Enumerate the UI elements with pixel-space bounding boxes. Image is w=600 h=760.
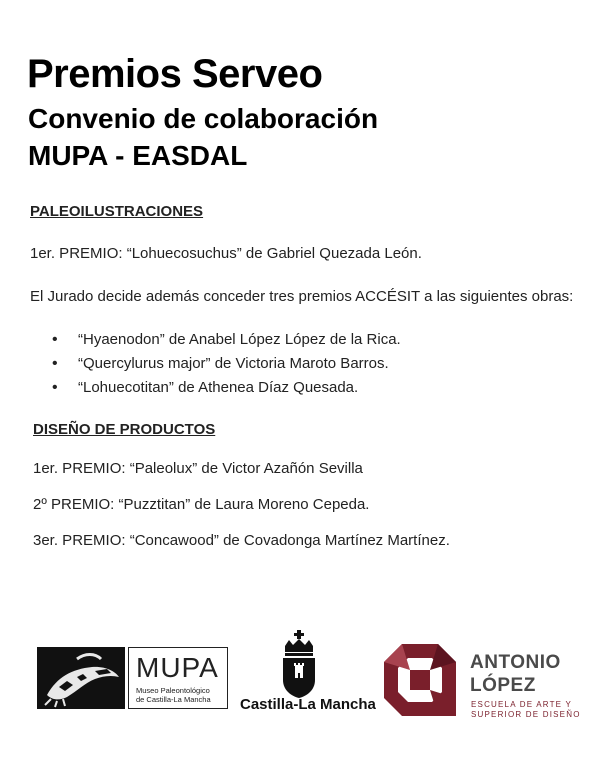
antonio-lopez-name-line1: ANTONIO <box>470 652 561 673</box>
antonio-lopez-subtitle-line1: ESCUELA DE ARTE Y <box>471 700 573 709</box>
section-heading-paleoillustrations: PALEOILUSTRACIONES <box>30 203 204 220</box>
accesit-item: • “Hyaenodon” de Anabel López López de la Rica. <box>60 330 401 354</box>
product-third-prize: 3er. PREMIO: “Concawood” de Covadonga Martínez Martínez. <box>33 532 450 549</box>
antonio-lopez-name-line2: LÓPEZ <box>470 675 536 696</box>
fossil-logo-icon <box>37 647 125 709</box>
jury-note: El Jurado decide además conceder tres premios ACCÉSIT a las siguientes obras: <box>30 288 574 305</box>
mupa-logo <box>128 647 228 709</box>
product-first-prize: 1er. PREMIO: “Paleolux” de Victor Azañón Sevilla <box>33 460 363 477</box>
mupa-subtitle <box>136 686 226 704</box>
accesit-list <box>60 330 401 402</box>
section-heading-product-design: DISEÑO DE PRODUCTOS <box>33 421 216 438</box>
castilla-la-mancha-wordmark: Castilla-La Mancha <box>240 696 376 713</box>
logo-bar <box>0 620 600 730</box>
product-second-prize: 2º PREMIO: “Puzztitan” de Laura Moreno Cepeda. <box>33 496 370 513</box>
antonio-lopez-subtitle-line2: SUPERIOR DE DISEÑO <box>471 710 581 719</box>
accesit-item: • “Quercylurus major” de Victoria Maroto Barros. <box>60 354 401 378</box>
mupa-subtitle-line2: de Castilla-La Mancha <box>136 695 211 704</box>
paleo-first-prize: 1er. PREMIO: “Lohuecosuchus” de Gabriel Quezada León. <box>30 245 422 262</box>
subtitle-institutions: MUPA - EASDAL <box>28 140 248 171</box>
subtitle-agreement: Convenio de colaboración <box>28 103 379 134</box>
accesit-item: • “Lohuecotitan” de Athenea Díaz Quesada. <box>60 378 401 402</box>
mupa-subtitle-line1: Museo Paleontológico <box>136 686 210 695</box>
castilla-la-mancha-shield-icon <box>280 630 318 700</box>
page-title: Premios Serveo <box>27 52 323 96</box>
antonio-lopez-logo-icon <box>380 640 460 720</box>
mupa-wordmark: MUPA <box>136 652 219 683</box>
